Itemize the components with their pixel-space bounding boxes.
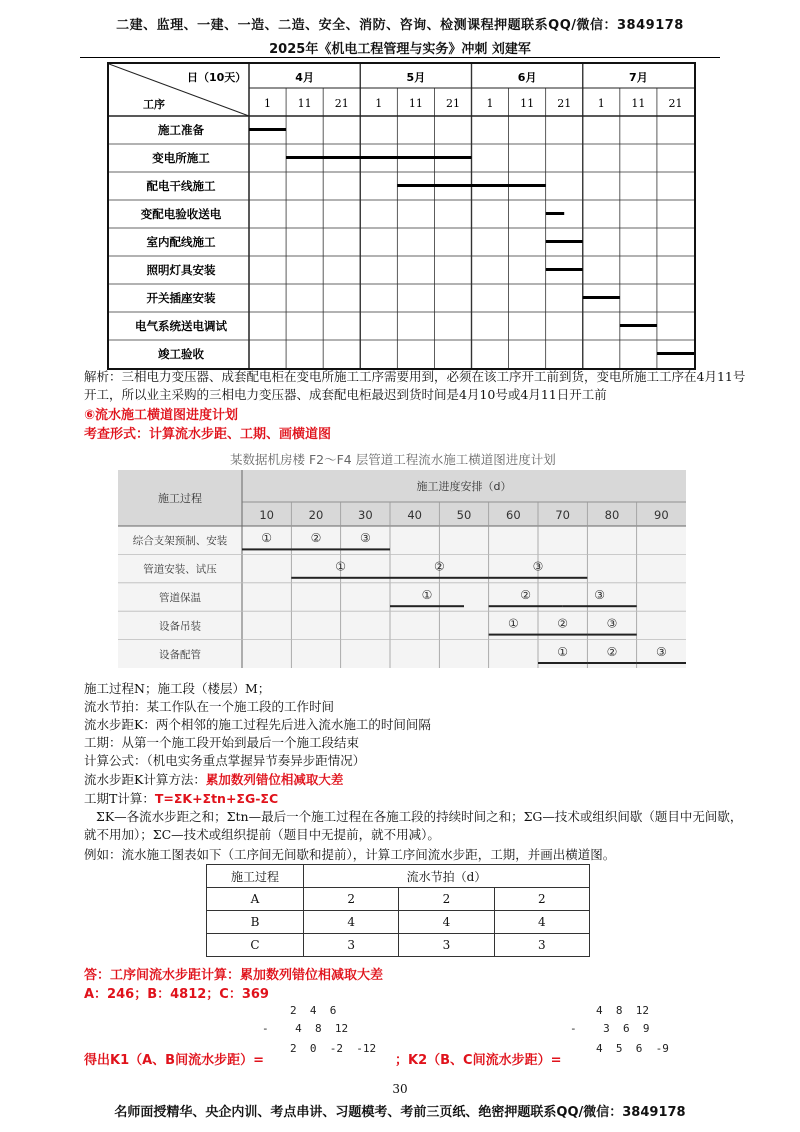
day-label: 21 <box>668 97 683 110</box>
table-cell: 3 <box>494 934 589 957</box>
answer-heading: 答：工序间流水步距计算：累加数列错位相减取大差 <box>84 968 384 983</box>
gantt2-bar <box>489 605 563 607</box>
gantt-pipe-flow-schedule <box>118 470 686 668</box>
footer-contact: 名师面授精华、央企内训、考点串讲、习题模考、考前三页纸、绝密押题联系QQ/微信：3849178 <box>114 1105 686 1120</box>
page-number: 30 <box>392 1082 408 1096</box>
gantt2-segment-label: ③ <box>606 616 618 631</box>
task-bar <box>583 296 620 299</box>
gantt-electrical-schedule <box>107 62 696 370</box>
definition-4: 工期：从第一个施工段开始到最后一个施工段结束 <box>84 735 360 750</box>
header-course-title: 2025年《机电工程管理与实务》冲刺 刘建军 <box>269 42 531 57</box>
definition-1: 施工过程N；施工段（楼层）M； <box>84 681 271 696</box>
section-title: ⑥流水施工横道图进度计划 <box>84 408 239 423</box>
calc2-row2: - 3 6 9 <box>570 1022 650 1035</box>
gantt2-day-label: 70 <box>555 508 570 522</box>
gantt2-bar <box>291 548 340 550</box>
task-bar <box>286 156 471 159</box>
gantt2-process-label: 设备配管 <box>159 648 201 661</box>
task-bar <box>397 184 545 187</box>
gantt2-header-bg <box>118 470 686 526</box>
month-label: 7月 <box>629 71 648 84</box>
calc1-row1: 2 4 6 <box>290 1004 337 1017</box>
table-cell: 3 <box>399 934 494 957</box>
k-method-text: 累加数列错位相减取大差 <box>205 772 344 787</box>
gantt2-bar <box>341 548 390 550</box>
calc1-row2: - 4 8 12 <box>262 1022 349 1035</box>
gantt2-process-label: 设备吊装 <box>159 620 201 633</box>
gantt2-segment-label: ① <box>421 588 433 602</box>
gantt2-segment-label: ③ <box>532 559 544 574</box>
gantt2-day-label: 80 <box>604 508 620 522</box>
gantt2-process-label: 综合支架预制、安装 <box>132 535 228 548</box>
gantt2-grid <box>118 470 686 668</box>
gantt2-bar <box>538 634 587 636</box>
definition-2: 流水节拍：某工作队在一个施工段的工作时间 <box>84 699 335 714</box>
table-row <box>207 888 590 911</box>
table-cell: 4 <box>494 911 589 934</box>
gantt2-day-label: 60 <box>506 508 521 522</box>
gantt2-bar <box>489 634 538 636</box>
gantt2-segment-label: ③ <box>359 531 371 546</box>
gantt2-segment-label: ② <box>310 531 322 546</box>
gantt2-day-label: 40 <box>407 508 422 522</box>
table-cell: C <box>207 934 304 957</box>
day-label: 11 <box>408 97 423 110</box>
gantt2-day-label: 50 <box>456 508 472 522</box>
table-header-beat: 流水节拍（d） <box>304 865 590 888</box>
gantt2-day-label: 90 <box>654 508 669 522</box>
gantt2-bar <box>291 577 390 579</box>
table-header-process: 施工过程 <box>207 865 304 888</box>
table-row <box>207 934 590 957</box>
gantt2-bar <box>390 577 489 579</box>
table-cell: 2 <box>304 888 399 911</box>
k-method-label: 流水步距K计算方法： <box>84 772 206 787</box>
task-label: 室内配线施工 <box>146 235 216 249</box>
gantt2-day-label: 30 <box>358 508 373 522</box>
gantt2-segment-label: ① <box>335 559 347 574</box>
table-row <box>207 911 590 934</box>
task-bar <box>249 128 286 131</box>
gantt2-segment-label: ① <box>557 644 569 659</box>
day-label: 11 <box>520 97 535 110</box>
gantt2-bar <box>563 605 637 607</box>
task-bar <box>657 352 694 355</box>
day-label: 1 <box>375 97 383 110</box>
day-label: 1 <box>597 97 605 110</box>
month-label: 4月 <box>295 71 314 84</box>
formula-explanation: ΣK—各流水步距之和；Σtn—最后一个施工过程在各施工段的持续时间之和；ΣG—技术或组织间歇（题目中无间歇，就不用加）；ΣC—技术或组织提前（题目中无提前，就不用减）。 <box>84 809 743 842</box>
day-label: 1 <box>486 97 494 110</box>
analysis-paragraph: 解析：三相电力变压器、成套配电柜在变电所施工工序需要用到，必须在该工序开工前到货，变电所施工工序在4月11号开工，所以业主采购的三相电力变压器、成套配电柜最迟到货时间是4月10号或4月11日开工前 <box>84 369 746 402</box>
gantt2-title: 某数据机房楼 F2～F4 层管道工程流水施工横道图进度计划 <box>230 452 556 467</box>
task-label: 电气系统送电调试 <box>135 319 227 333</box>
task-bar <box>546 240 583 243</box>
header-contact: 二建、监理、一建、一造、二造、安全、消防、咨询、检测课程押题联系QQ/微信：3849178 <box>116 18 684 33</box>
corner-top-label: 日（10天） <box>187 71 247 84</box>
gantt2-segment-label: ② <box>520 588 532 602</box>
definition-5: 计算公式：（机电实务重点掌握异节奏异步距情况） <box>84 753 366 768</box>
day-label: 1 <box>264 97 272 110</box>
day-label: 11 <box>297 97 312 110</box>
exam-form: 考查形式：计算流水步距、工期、画横道图 <box>84 427 332 442</box>
gantt2-bar <box>587 662 636 664</box>
table-cell: 4 <box>399 911 494 934</box>
gantt2-bar <box>242 548 291 550</box>
day-label: 21 <box>334 97 349 110</box>
table-cell: 2 <box>399 888 494 911</box>
task-label: 变配电验收送电 <box>140 207 222 221</box>
gantt2-segment-label: ③ <box>655 644 667 659</box>
task-label: 开关插座安装 <box>146 291 216 305</box>
table-cell: 4 <box>304 911 399 934</box>
t-formula-label: 工期T计算： <box>84 791 155 806</box>
gantt2-bar <box>587 634 636 636</box>
day-label: 11 <box>631 97 646 110</box>
table-cell: 2 <box>494 888 589 911</box>
gantt2-sched-header: 施工进度安排（d） <box>416 480 512 493</box>
table-cell: 3 <box>304 934 399 957</box>
gantt2-segment-label: ② <box>433 559 445 574</box>
task-label: 照明灯具安装 <box>146 263 216 277</box>
gantt2-bar <box>637 662 686 664</box>
task-label: 竣工验收 <box>158 347 204 361</box>
month-label: 5月 <box>406 71 426 84</box>
definition-3: 流水步距K：两个相邻的施工过程先后进入流水施工的时间间隔 <box>84 717 431 732</box>
header-divider <box>80 57 720 58</box>
day-label: 21 <box>445 97 460 110</box>
day-label: 21 <box>557 97 572 110</box>
k2-label: ；K2（B、C间流水步距）= <box>395 1053 562 1068</box>
gantt2-process-label: 管道保温 <box>159 592 201 604</box>
calc2-row3: 4 5 6 -9 <box>596 1042 669 1055</box>
gantt2-process-label: 管道安装、试压 <box>143 563 217 576</box>
gantt2-day-label: 20 <box>308 508 324 522</box>
task-bar <box>546 268 583 271</box>
table-cell: B <box>207 911 304 934</box>
task-bar <box>620 324 657 327</box>
gantt2-day-label: 10 <box>259 508 274 522</box>
table-header-row <box>207 865 590 888</box>
corner-bottom-label: 工序 <box>143 98 165 111</box>
flow-beat-table <box>206 864 590 957</box>
k-method-line <box>84 771 343 789</box>
gantt2-bar <box>489 577 588 579</box>
gantt2-col-header: 施工过程 <box>158 492 202 505</box>
example-intro: 例如：流水施工图表如下（工序间无间歇和提前），计算工序间流水步距，工期，并画出横道图。 <box>84 847 616 862</box>
task-bar <box>546 212 565 215</box>
gantt2-bar <box>538 662 587 664</box>
gantt2-segment-label: ① <box>507 616 519 631</box>
calc2-row1: 4 8 12 <box>596 1004 649 1017</box>
k1-label: 得出K1（A、B间流水步距）= <box>84 1053 264 1068</box>
gantt2-segment-label: ② <box>557 616 569 631</box>
gantt1-grid <box>109 64 694 368</box>
task-label: 配电干线施工 <box>146 179 216 193</box>
t-formula-line <box>84 790 278 808</box>
gantt2-segment-label: ① <box>261 531 273 546</box>
t-formula: T=ΣK+Σtn+ΣG-ΣC <box>154 791 279 806</box>
gantt2-bar <box>390 605 464 607</box>
gantt2-segment-label: ② <box>606 644 618 659</box>
calc1-row3: 2 0 -2 -12 <box>290 1042 377 1055</box>
gantt2-segment-label: ③ <box>594 588 606 602</box>
month-label: 6月 <box>517 71 537 84</box>
task-label: 变电所施工 <box>152 151 210 165</box>
answer-sequences: A：246；B：4812；C：369 <box>84 987 269 1002</box>
table-cell: A <box>207 888 304 911</box>
task-label: 施工准备 <box>158 123 204 137</box>
